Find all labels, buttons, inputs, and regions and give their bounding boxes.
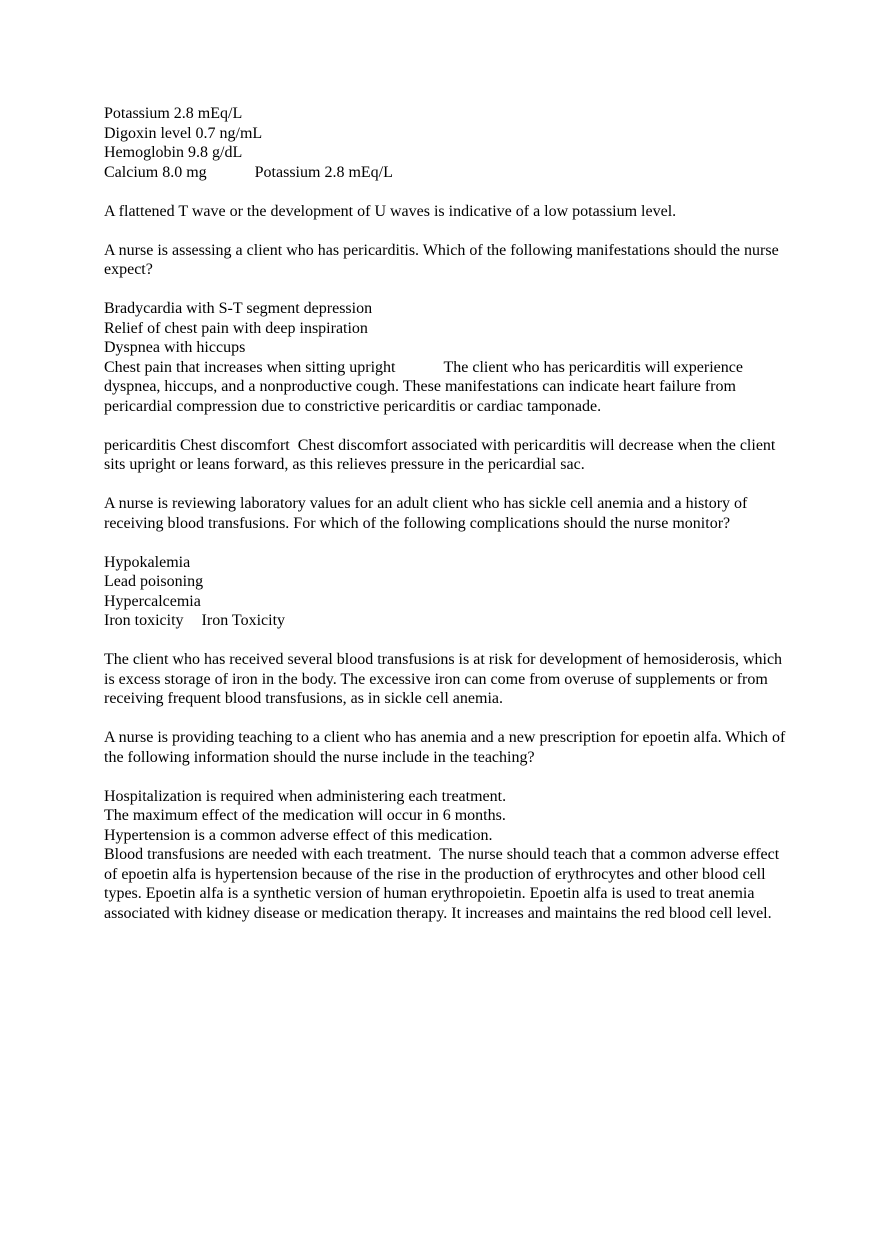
sickle-option-4: Iron toxicity [104,612,184,629]
sickle-option-4-row [104,611,794,631]
epoetin-option-2: The maximum effect of the medication will occur in 6 months. [104,807,506,824]
lab-value-digoxin: Digoxin level 0.7 ng/mL [104,124,263,142]
pericarditis-note: pericarditis Chest discomfort Chest discomfort associated with pericarditis will decrease when the client sits upright or leans forward, as this relieves pressure in the pericardial sac. [104,436,780,473]
epoetin-question: A nurse is providing teaching to a client who has anemia and a new prescription for epoetin alfa. Which of the following information should the nurse include in the teaching? [104,729,786,766]
sickle-question: A nurse is reviewing laboratory values for an adult client who has sickle cell anemia and a history of receiving blood transfusions. For which of the following complications should the nurse monitor? [104,495,748,532]
sickle-answer: Iron Toxicity [201,612,286,629]
lab-answer: Potassium 2.8 mEq/L [254,163,393,181]
lab-value-hemoglobin: Hemoglobin 9.8 g/dL [104,144,243,161]
pericarditis-option-4: Chest pain that increases when sitting upright [104,358,396,376]
lab-value-potassium: Potassium 2.8 mEq/L [104,105,243,122]
lab-value-calcium-row [104,163,794,183]
epoetin-rationale: The nurse should teach that a common adverse effect of epoetin alfa is hypertension because of the rise in the production of erythrocytes and other blood cell types. Epoetin alfa is a synthetic version of human erythropoietin. Epoetin alfa is used to treat anemia associated with kidney disease or medication therapy. It increases and maintains the red blood cell level. [104,846,780,922]
pericarditis-option-3: Dyspnea with hiccups [104,339,246,356]
epoetin-option-4-with-rationale [104,845,794,923]
lab-value-calcium: Calcium 8.0 mg [104,163,207,181]
pericarditis-option-2: Relief of chest pain with deep inspiration [104,319,368,337]
epoetin-option-4: Blood transfusions are needed with each treatment. [104,846,432,863]
pericarditis-question: A nurse is assessing a client who has pericarditis. Which of the following manifestations should the nurse expect? [104,241,779,278]
sickle-option-3: Hypercalcemia [104,592,201,610]
sickle-rationale: The client who has received several blood transfusions is at risk for development of hemosiderosis, which is excess storage of iron in the body. The excessive iron can come from overuse of supplements or from receiving frequent blood transfusions, as in sickle cell anemia. [104,651,783,707]
pericarditis-rationale: The client who has pericarditis will experience dyspnea, hiccups, and a nonproductive cough. These manifestations can indicate heart failure from pericardial compression due to constrictive pericarditis or cardiac tamponade. [104,358,743,415]
pericarditis-option-4-with-rationale [104,358,794,417]
sickle-option-1: Hypokalemia [104,553,191,571]
document-page [104,104,794,923]
epoetin-option-3: Hypertension is a common adverse effect of this medication. [104,826,493,844]
sickle-option-2: Lead poisoning [104,573,204,590]
pericarditis-option-1: Bradycardia with S-T segment depression [104,300,373,317]
epoetin-option-1: Hospitalization is required when administering each treatment. [104,787,507,805]
lab-rationale: A flattened T wave or the development of U waves is indicative of a low potassium level. [104,202,677,220]
